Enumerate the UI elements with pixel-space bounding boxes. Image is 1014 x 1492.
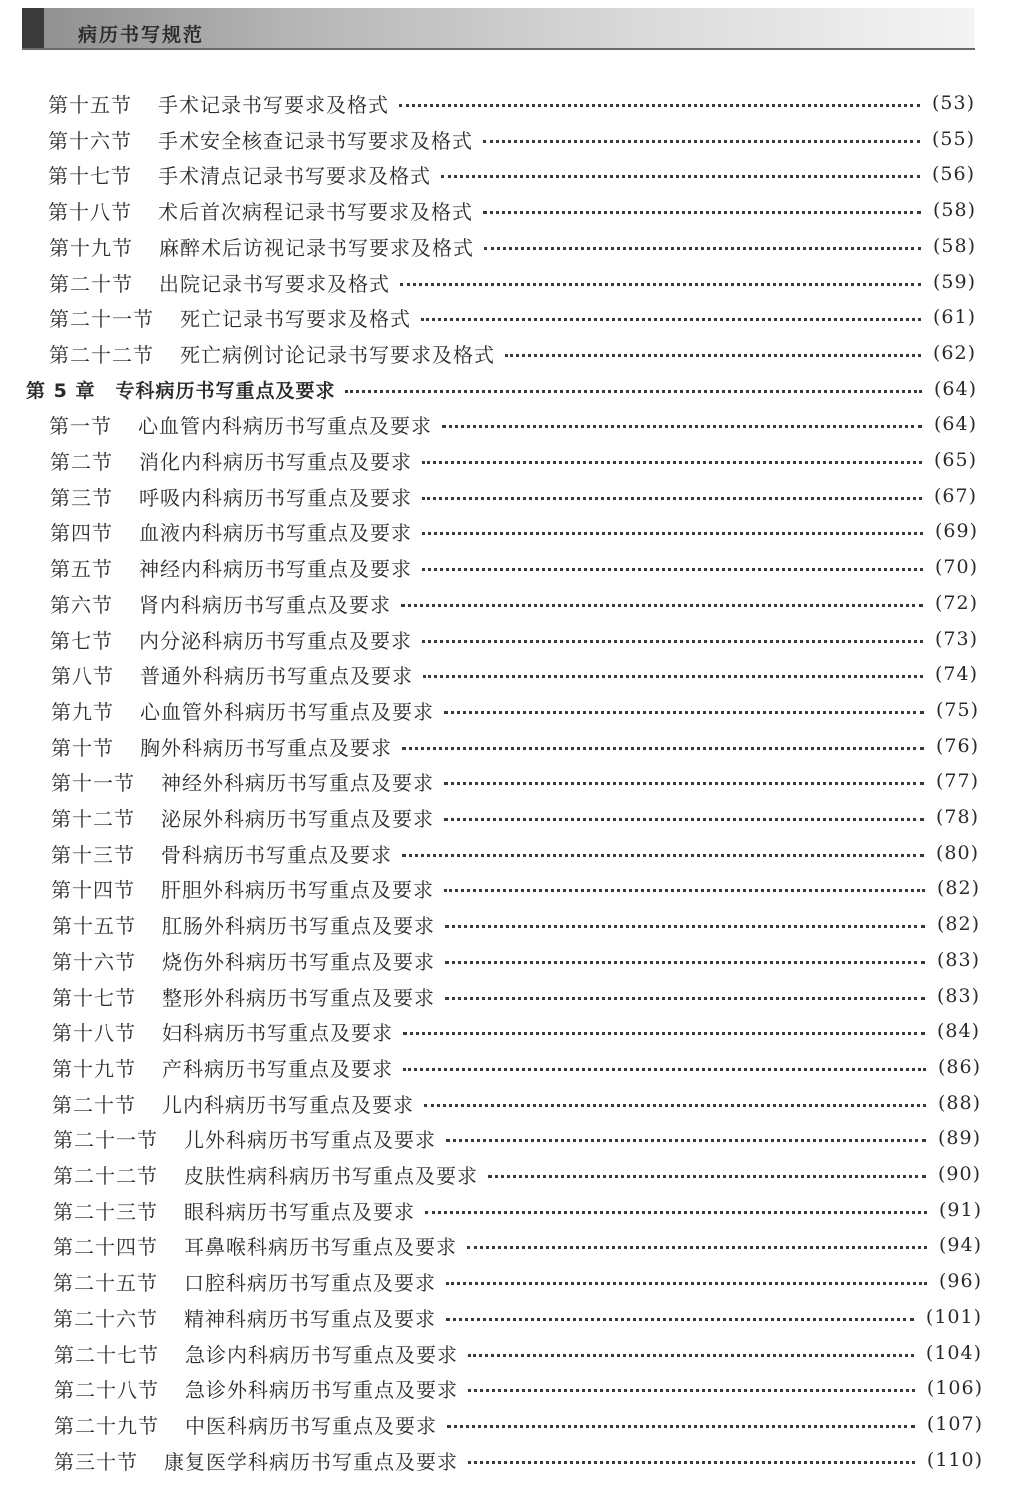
toc-entry-title: 手术记录书写要求及格式 (158, 92, 389, 117)
toc-entry-title: 妇科病历书写重点及要求 (162, 1020, 393, 1045)
toc-page-number: (94) (938, 1234, 982, 1256)
toc-entry-title: 泌尿外科病历书写重点及要求 (161, 806, 434, 831)
toc-page-number: (77) (935, 770, 979, 792)
dot-leader (423, 675, 923, 678)
toc-page-number: (69) (934, 520, 978, 542)
dot-leader (445, 925, 925, 928)
toc-entry-number: 第九节 (51, 699, 114, 724)
toc-entry-title: 出院记录书写要求及格式 (159, 271, 390, 296)
toc-entry-title: 口腔科病历书写重点及要求 (184, 1270, 436, 1295)
toc-section-entry[interactable] (48, 86, 975, 120)
toc-entry-number: 第十八节 (52, 1020, 136, 1045)
dot-leader (445, 997, 925, 1000)
dot-leader (483, 211, 921, 214)
toc-entry-number: 第十五节 (52, 913, 136, 938)
running-header-bar (22, 8, 975, 48)
dot-leader (446, 1282, 927, 1285)
toc-section-entry[interactable] (48, 157, 975, 191)
toc-page-number: (96) (938, 1270, 982, 1292)
toc-entry-title: 手术清点记录书写要求及格式 (158, 163, 431, 188)
dot-leader (468, 1461, 915, 1464)
toc-entry-number: 第二十一节 (53, 1127, 158, 1152)
toc-section-entry[interactable] (51, 764, 979, 798)
toc-entry-title: 急诊内科病历书写重点及要求 (185, 1342, 458, 1367)
dot-leader (403, 1068, 926, 1071)
toc-entry-number: 第十四节 (51, 877, 135, 902)
toc-entry-number: 第三节 (50, 485, 113, 510)
toc-section-entry[interactable] (51, 729, 979, 763)
dot-leader (483, 140, 920, 143)
toc-page-number: (72) (934, 592, 978, 614)
toc-section-entry[interactable] (52, 1014, 980, 1048)
toc-entry-title: 手术安全核查记录书写要求及格式 (158, 128, 473, 153)
toc-entry-title: 急诊外科病历书写重点及要求 (185, 1377, 458, 1402)
toc-entry-title: 普通外科病历书写重点及要求 (140, 663, 413, 688)
toc-page-number: (89) (937, 1127, 981, 1149)
toc-entry-title: 骨科病历书写重点及要求 (161, 842, 392, 867)
toc-section-entry[interactable] (49, 229, 976, 263)
dot-leader (484, 247, 921, 250)
toc-entry-number: 第十九节 (52, 1056, 136, 1081)
toc-section-entry[interactable] (53, 1228, 982, 1262)
toc-entry-number: 第二十八节 (54, 1377, 159, 1402)
toc-section-entry[interactable] (50, 514, 978, 548)
toc-page-number: (73) (934, 628, 978, 650)
toc-page-number: (64) (933, 378, 977, 400)
toc-page-number: (110) (926, 1449, 983, 1471)
header-rule (22, 48, 975, 50)
toc-entry-title: 中医科病历书写重点及要求 (185, 1413, 437, 1438)
dot-leader (444, 782, 924, 785)
toc-entry-title: 胸外科病历书写重点及要求 (140, 735, 392, 760)
toc-page-number: (56) (931, 163, 975, 185)
dot-leader (422, 532, 923, 535)
toc-entry-title: 专科病历书写重点及要求 (115, 379, 336, 402)
toc-entry-title: 术后首次病程记录书写要求及格式 (158, 199, 473, 224)
toc-entry-title: 皮肤性病科病历书写重点及要求 (184, 1163, 478, 1188)
toc-section-entry[interactable] (49, 336, 976, 370)
dot-leader (442, 425, 922, 428)
toc-entry-title: 消化内科病历书写重点及要求 (139, 449, 412, 474)
toc-section-entry[interactable] (51, 657, 978, 691)
toc-entry-number: 第十七节 (48, 163, 132, 188)
dot-leader (468, 1354, 914, 1357)
toc-page-number: (104) (925, 1342, 982, 1364)
toc-entry-number: 第 5 章 (26, 379, 96, 402)
toc-page-number: (65) (933, 449, 977, 471)
toc-page-number: (80) (935, 842, 979, 864)
toc-entry-number: 第二十九节 (54, 1413, 159, 1438)
toc-entry-title: 呼吸内科病历书写重点及要求 (139, 485, 412, 510)
toc-section-entry[interactable] (49, 300, 976, 334)
dot-leader (424, 1104, 926, 1107)
dot-leader (425, 1211, 927, 1214)
toc-entry-number: 第二十一节 (49, 306, 154, 331)
toc-section-entry[interactable] (50, 622, 978, 656)
toc-entry-number: 第二十二节 (49, 342, 154, 367)
toc-entry-title: 眼科病历书写重点及要求 (184, 1199, 415, 1224)
dot-leader (400, 283, 921, 286)
toc-page-number: (107) (926, 1413, 983, 1435)
toc-entry-number: 第二节 (50, 449, 113, 474)
toc-page-number: (75) (935, 699, 979, 721)
toc-page-number: (83) (936, 949, 980, 971)
toc-page-number: (64) (933, 413, 977, 435)
toc-entry-number: 第十五节 (48, 92, 132, 117)
toc-entry-title: 神经外科病历书写重点及要求 (161, 770, 434, 795)
dot-leader (422, 640, 923, 643)
toc-section-entry[interactable] (52, 943, 980, 977)
dot-leader (401, 604, 923, 607)
toc-entry-number: 第二十六节 (53, 1306, 158, 1331)
toc-page-number: (74) (934, 663, 978, 685)
toc-section-entry[interactable] (53, 1300, 982, 1334)
dot-leader (444, 818, 924, 821)
toc-chapter-entry[interactable] (26, 372, 977, 406)
toc-section-entry[interactable] (51, 836, 979, 870)
toc-section-entry[interactable] (50, 443, 977, 477)
dot-leader (402, 747, 924, 750)
toc-entry-number: 第二十四节 (53, 1234, 158, 1259)
toc-page-number: (86) (937, 1056, 981, 1078)
dot-leader (467, 1246, 927, 1249)
toc-entry-number: 第十节 (51, 735, 114, 760)
toc-entry-number: 第五节 (50, 556, 113, 581)
toc-page-number: (53) (931, 92, 975, 114)
toc-entry-title: 血液内科病历书写重点及要求 (139, 520, 412, 545)
toc-page-number: (55) (931, 128, 975, 150)
toc-section-entry[interactable] (53, 1157, 981, 1191)
dot-leader (444, 711, 924, 714)
toc-entry-title: 儿内科病历书写重点及要求 (162, 1092, 414, 1117)
toc-entry-number: 第十一节 (51, 770, 135, 795)
toc-page-number: (61) (932, 306, 976, 328)
toc-entry-title: 烧伤外科病历书写重点及要求 (162, 949, 435, 974)
toc-section-entry[interactable] (53, 1193, 982, 1227)
toc-entry-number: 第四节 (50, 520, 113, 545)
toc-page-number: (78) (935, 806, 979, 828)
toc-entry-number: 第十六节 (48, 128, 132, 153)
toc-entry-number: 第十六节 (52, 949, 136, 974)
toc-section-entry[interactable] (51, 800, 979, 834)
toc-page-number: (91) (938, 1199, 982, 1221)
toc-section-entry[interactable] (50, 550, 978, 584)
toc-entry-title: 死亡记录书写要求及格式 (180, 306, 411, 331)
toc-page-number: (83) (936, 985, 980, 1007)
toc-entry-number: 第六节 (50, 592, 113, 617)
toc-entry-title: 麻醉术后访视记录书写要求及格式 (159, 235, 474, 260)
toc-entry-number: 第二十节 (49, 271, 133, 296)
toc-section-entry[interactable] (50, 479, 977, 513)
dot-leader (447, 1425, 915, 1428)
toc-section-entry[interactable] (53, 1121, 981, 1155)
toc-page-number: (90) (937, 1163, 981, 1185)
toc-section-entry[interactable] (51, 693, 979, 727)
toc-entry-title: 心血管内科病历书写重点及要求 (138, 413, 432, 438)
toc-entry-title: 康复医学科病历书写重点及要求 (164, 1449, 458, 1474)
toc-section-entry[interactable] (54, 1443, 983, 1477)
toc-section-entry[interactable] (53, 1264, 982, 1298)
toc-entry-number: 第十二节 (51, 806, 135, 831)
toc-entry-title: 儿外科病历书写重点及要求 (184, 1127, 436, 1152)
toc-page-number: (84) (936, 1020, 980, 1042)
toc-entry-number: 第二十二节 (53, 1163, 158, 1188)
toc-entry-number: 第七节 (50, 628, 113, 653)
toc-entry-number: 第二十三节 (53, 1199, 158, 1224)
toc-section-entry[interactable] (54, 1371, 983, 1405)
toc-page-number: (101) (925, 1306, 982, 1328)
toc-entry-title: 产科病历书写重点及要求 (162, 1056, 393, 1081)
toc-section-entry[interactable] (48, 122, 975, 156)
toc-entry-title: 整形外科病历书写重点及要求 (162, 985, 435, 1010)
toc-entry-title: 内分泌科病历书写重点及要求 (139, 628, 412, 653)
dot-leader (445, 961, 925, 964)
toc-entry-number: 第二十五节 (53, 1270, 158, 1295)
dot-leader (402, 854, 924, 857)
toc-entry-number: 第二十节 (52, 1092, 136, 1117)
toc-entry-title: 肛肠外科病历书写重点及要求 (162, 913, 435, 938)
toc-entry-number: 第十九节 (49, 235, 133, 260)
toc-section-entry[interactable] (48, 193, 976, 227)
toc-page-number: (82) (936, 877, 980, 899)
dot-leader (441, 175, 920, 178)
toc-page-number: (82) (936, 913, 980, 935)
toc-page-number: (62) (932, 342, 976, 364)
toc-entry-title: 死亡病例讨论记录书写要求及格式 (180, 342, 495, 367)
toc-entry-title: 肝胆外科病历书写重点及要求 (161, 877, 434, 902)
dot-leader (488, 1175, 926, 1178)
dot-leader (505, 354, 921, 357)
toc-entry-title: 耳鼻喉科病历书写重点及要求 (184, 1234, 457, 1259)
toc-page-number: (70) (934, 556, 978, 578)
running-header-title: 病历书写规范 (78, 24, 205, 46)
toc-entry-title: 精神科病历书写重点及要求 (184, 1306, 436, 1331)
toc-page-number: (106) (926, 1377, 983, 1399)
toc-entry-number: 第一节 (49, 413, 112, 438)
dot-leader (444, 889, 925, 892)
dot-leader (421, 318, 921, 321)
header-tab-marker (22, 8, 44, 48)
dot-leader (345, 390, 922, 393)
toc-entry-number: 第十八节 (48, 199, 132, 224)
toc-entry-number: 第八节 (51, 663, 114, 688)
dot-leader (422, 568, 923, 571)
toc-entry-number: 第十三节 (51, 842, 135, 867)
dot-leader (446, 1318, 914, 1321)
toc-page-number: (67) (933, 485, 977, 507)
toc-page-number: (58) (932, 235, 976, 257)
toc-page-number: (58) (932, 199, 976, 221)
toc-entry-title: 神经内科病历书写重点及要求 (139, 556, 412, 581)
toc-entry-number: 第三十节 (54, 1449, 138, 1474)
toc-section-entry[interactable] (52, 907, 980, 941)
dot-leader (422, 497, 922, 500)
toc-section-entry[interactable] (49, 407, 977, 441)
toc-entry-number: 第二十七节 (54, 1342, 159, 1367)
toc-entry-title: 心血管外科病历书写重点及要求 (140, 699, 434, 724)
toc-section-entry[interactable] (52, 1050, 981, 1084)
toc-section-entry[interactable] (52, 1086, 981, 1120)
toc-entry-title: 肾内科病历书写重点及要求 (139, 592, 391, 617)
toc-section-entry[interactable] (52, 979, 980, 1013)
toc-section-entry[interactable] (49, 265, 976, 299)
toc-section-entry[interactable] (54, 1336, 982, 1370)
toc-page-number: (76) (935, 735, 979, 757)
toc-entry-number: 第十七节 (52, 985, 136, 1010)
toc-section-entry[interactable] (50, 586, 978, 620)
toc-page-number: (59) (932, 271, 976, 293)
dot-leader (446, 1139, 926, 1142)
dot-leader (422, 461, 922, 464)
dot-leader (468, 1389, 915, 1392)
toc-section-entry[interactable] (51, 871, 980, 905)
toc-page-number: (88) (937, 1092, 981, 1114)
toc-section-entry[interactable] (54, 1407, 983, 1441)
dot-leader (399, 104, 920, 107)
dot-leader (403, 1032, 925, 1035)
